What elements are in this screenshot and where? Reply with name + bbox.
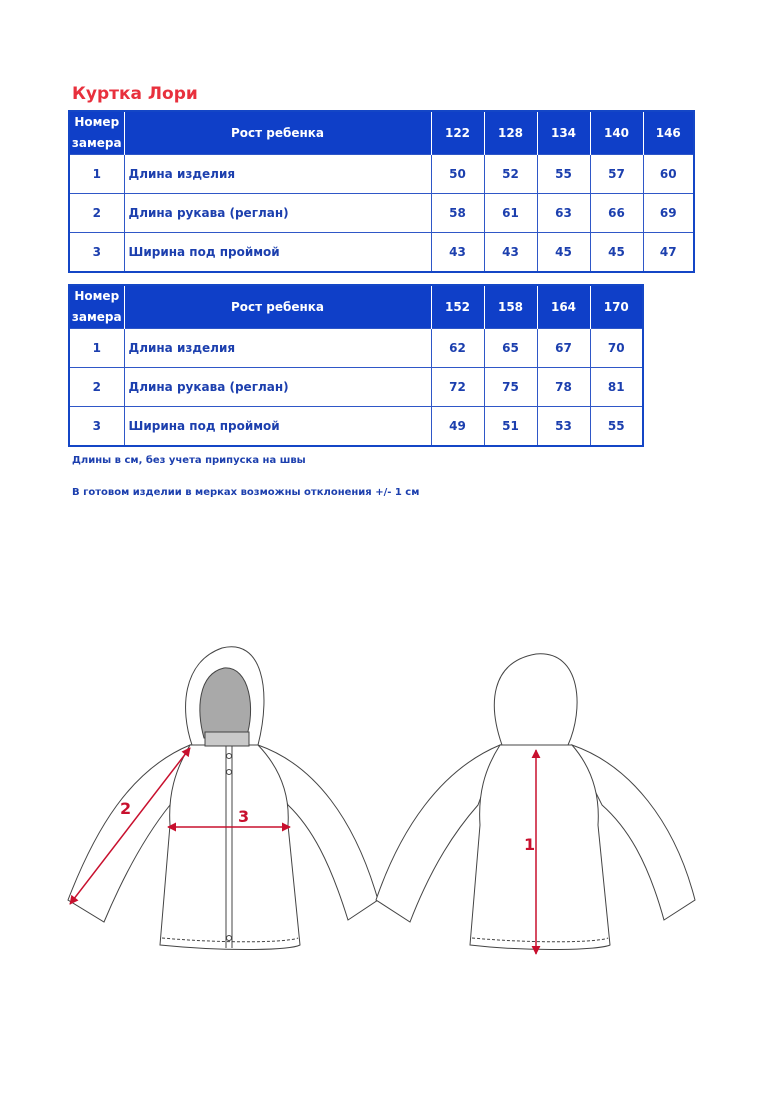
table-row (69, 233, 694, 273)
measure-value: 81 (590, 368, 643, 407)
table-row (69, 368, 643, 407)
measure-number: 2 (69, 368, 124, 407)
measure-number: 1 (69, 155, 124, 194)
header-size: 134 (537, 111, 590, 155)
measure-value: 43 (431, 233, 484, 273)
measure-value: 49 (431, 407, 484, 447)
measure-name: Длина рукава (реглан) (124, 194, 431, 233)
header-size: 122 (431, 111, 484, 155)
measure-value: 63 (537, 194, 590, 233)
header-size: 152 (431, 285, 484, 329)
measure-number: 2 (69, 194, 124, 233)
measure-value: 72 (431, 368, 484, 407)
header-measure-number: Номер замера (69, 285, 124, 329)
sleeve-measure-label: 2 (120, 799, 132, 818)
measure-value: 67 (537, 329, 590, 368)
measure-value: 62 (431, 329, 484, 368)
measure-value: 53 (537, 407, 590, 447)
measure-value: 47 (643, 233, 694, 273)
header-size: 170 (590, 285, 643, 329)
size-table-1 (68, 110, 695, 273)
table-row (69, 329, 643, 368)
measure-value: 45 (537, 233, 590, 273)
back-body (470, 745, 610, 950)
header-size: 164 (537, 285, 590, 329)
snap-button (227, 770, 232, 775)
jacket-front-view (68, 647, 378, 950)
table-row (69, 155, 694, 194)
jacket-measurement-drawing (0, 600, 762, 980)
measure-value: 52 (484, 155, 537, 194)
measure-value: 43 (484, 233, 537, 273)
measure-value: 70 (590, 329, 643, 368)
snap-button (227, 936, 232, 941)
measure-value: 55 (537, 155, 590, 194)
table-row (69, 407, 643, 447)
page-title: Куртка Лори (72, 84, 198, 104)
measure-value: 75 (484, 368, 537, 407)
front-collar (205, 732, 249, 746)
measure-value: 55 (590, 407, 643, 447)
hood-lining (200, 668, 251, 738)
measure-value: 57 (590, 155, 643, 194)
width-measure-label: 3 (238, 807, 250, 826)
measure-value: 61 (484, 194, 537, 233)
table-row (69, 194, 694, 233)
note-tolerance: В готовом изделии в мерках возможны отклонения +/- 1 см (72, 487, 420, 498)
measure-name: Длина изделия (124, 329, 431, 368)
header-child-height: Рост ребенка (124, 285, 431, 329)
measure-value: 45 (590, 233, 643, 273)
measure-value: 65 (484, 329, 537, 368)
measure-name: Длина рукава (реглан) (124, 368, 431, 407)
measure-number: 3 (69, 407, 124, 447)
measure-value: 66 (590, 194, 643, 233)
header-measure-number: Номер замера (69, 111, 124, 155)
measure-value: 50 (431, 155, 484, 194)
front-body (160, 745, 300, 950)
length-measure-label: 1 (524, 835, 536, 854)
measure-name: Ширина под проймой (124, 407, 431, 447)
measure-name: Ширина под проймой (124, 233, 431, 273)
measure-name: Длина изделия (124, 155, 431, 194)
measure-number: 1 (69, 329, 124, 368)
header-child-height: Рост ребенка (124, 111, 431, 155)
header-size: 146 (643, 111, 694, 155)
measure-value: 78 (537, 368, 590, 407)
header-size: 140 (590, 111, 643, 155)
size-table-2 (68, 284, 644, 447)
snap-button (227, 754, 232, 759)
table-header-row (69, 285, 643, 329)
measure-value: 51 (484, 407, 537, 447)
measure-number: 3 (69, 233, 124, 273)
measure-value: 60 (643, 155, 694, 194)
measure-value: 58 (431, 194, 484, 233)
header-size: 128 (484, 111, 537, 155)
note-units: Длины в см, без учета припуска на швы (72, 455, 306, 466)
header-size: 158 (484, 285, 537, 329)
measure-value: 69 (643, 194, 694, 233)
table-header-row (69, 111, 694, 155)
back-hood (494, 654, 577, 745)
